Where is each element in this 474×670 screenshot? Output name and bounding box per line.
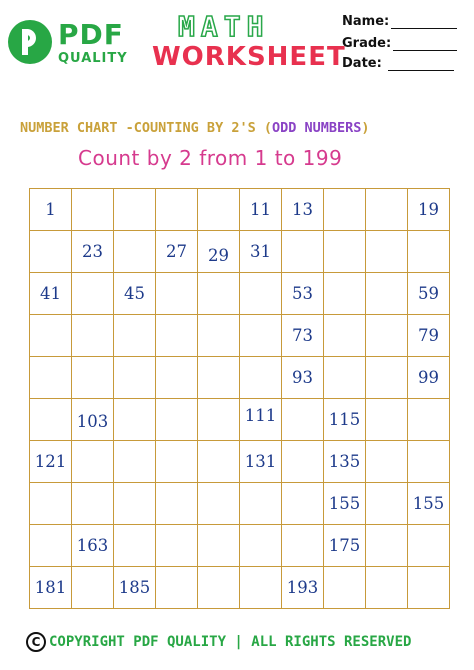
grid-cell-number: 155 — [412, 494, 445, 513]
grid-cell[interactable] — [156, 315, 198, 357]
subtitle-close: ) — [361, 120, 370, 136]
grade-field[interactable] — [342, 36, 457, 51]
grid-row — [30, 357, 450, 399]
grid-row — [30, 273, 450, 315]
grid-cell[interactable] — [282, 441, 324, 483]
grid-cell[interactable] — [366, 483, 408, 525]
grid-cell[interactable] — [114, 525, 156, 567]
grid-cell[interactable] — [72, 315, 114, 357]
grid-cell[interactable] — [408, 483, 450, 525]
grid-cell[interactable] — [282, 567, 324, 609]
grid-cell[interactable] — [30, 189, 72, 231]
grid-cell-number: 31 — [250, 242, 271, 261]
grid-cell[interactable] — [114, 399, 156, 441]
grid-cell[interactable] — [240, 441, 282, 483]
subtitle-main: NUMBER CHART -COUNTING BY 2'S ( — [20, 120, 272, 136]
grid-cell[interactable] — [408, 357, 450, 399]
grid-cell[interactable] — [366, 273, 408, 315]
grid-cell[interactable] — [366, 567, 408, 609]
grid-cell[interactable] — [282, 399, 324, 441]
grid-row — [30, 525, 450, 567]
grid-cell[interactable] — [198, 483, 240, 525]
grid-cell[interactable] — [324, 357, 366, 399]
grid-cell[interactable] — [240, 231, 282, 273]
grid-cell[interactable] — [324, 273, 366, 315]
grid-cell[interactable] — [30, 315, 72, 357]
grid-cell[interactable] — [156, 273, 198, 315]
grid-cell[interactable] — [156, 525, 198, 567]
title-math: MATH — [178, 10, 270, 43]
grid-cell[interactable] — [282, 231, 324, 273]
grid-cell-number: 73 — [292, 326, 313, 345]
grid-cell[interactable] — [366, 357, 408, 399]
grid-row — [30, 399, 450, 441]
grade-line[interactable] — [393, 36, 457, 51]
logo-quality-text: QUALITY — [58, 51, 128, 66]
grid-cell[interactable] — [156, 441, 198, 483]
grid-cell[interactable] — [408, 525, 450, 567]
grid-cell[interactable] — [72, 357, 114, 399]
grid-cell-number: 29 — [208, 246, 229, 265]
grid-cell[interactable] — [282, 273, 324, 315]
grid-cell[interactable] — [366, 189, 408, 231]
instruction-text: Count by 2 from 1 to 199 — [78, 146, 343, 170]
grid-cell[interactable] — [156, 357, 198, 399]
grid-cell-number: 181 — [34, 578, 67, 597]
grid-cell-number: 131 — [244, 452, 277, 471]
grid-cell[interactable] — [324, 525, 366, 567]
grid-row — [30, 231, 450, 273]
grid-cell[interactable] — [30, 231, 72, 273]
grid-cell-number: 11 — [250, 200, 271, 219]
grid-cell[interactable] — [72, 231, 114, 273]
grid-cell[interactable] — [198, 357, 240, 399]
grid-cell[interactable] — [156, 231, 198, 273]
grid-cell-number: 185 — [118, 578, 151, 597]
grid-cell[interactable] — [408, 189, 450, 231]
grid-cell[interactable] — [198, 441, 240, 483]
grid-cell[interactable] — [408, 231, 450, 273]
grid-cell[interactable] — [240, 567, 282, 609]
grid-cell-number: 23 — [82, 242, 103, 261]
title-worksheet: WORKSHEET — [152, 42, 346, 72]
name-label: Name: — [342, 14, 390, 29]
copyright-text: COPYRIGHT PDF QUALITY | ALL RIGHTS RESERVED — [49, 634, 412, 650]
grid-cell[interactable] — [324, 441, 366, 483]
grid-cell[interactable] — [114, 441, 156, 483]
grid-cell[interactable] — [240, 525, 282, 567]
grid-cell[interactable] — [72, 189, 114, 231]
grid-cell[interactable] — [408, 315, 450, 357]
grid-cell[interactable] — [366, 441, 408, 483]
grid-cell[interactable] — [408, 273, 450, 315]
grid-cell-number: 115 — [328, 410, 361, 429]
grid-cell[interactable] — [30, 441, 72, 483]
grid-cell[interactable] — [30, 483, 72, 525]
grid-cell[interactable] — [282, 525, 324, 567]
grid-cell[interactable] — [408, 441, 450, 483]
name-field[interactable] — [342, 14, 457, 29]
grid-cell-number: 99 — [418, 368, 439, 387]
grid-cell-number: 27 — [166, 242, 187, 261]
grid-cell-number: 1 — [45, 200, 56, 219]
date-field[interactable] — [342, 56, 454, 71]
grid-cell[interactable] — [408, 567, 450, 609]
grid-cell[interactable] — [366, 525, 408, 567]
grid-cell[interactable] — [72, 273, 114, 315]
copyright-icon: C — [26, 632, 46, 652]
grid-row — [30, 441, 450, 483]
grid-cell[interactable] — [240, 483, 282, 525]
number-chart-grid — [29, 188, 450, 609]
grid-cell[interactable] — [30, 525, 72, 567]
grid-cell[interactable] — [198, 567, 240, 609]
grid-cell[interactable] — [198, 231, 240, 273]
grid-cell[interactable] — [114, 315, 156, 357]
grid-row — [30, 567, 450, 609]
grid-cell[interactable] — [198, 189, 240, 231]
grid-cell-number: 193 — [286, 578, 319, 597]
grid-cell[interactable] — [156, 483, 198, 525]
grid-cell-number: 19 — [418, 200, 439, 219]
grid-cell[interactable] — [30, 567, 72, 609]
date-line[interactable] — [388, 56, 454, 71]
grid-cell[interactable] — [408, 399, 450, 441]
grid-cell[interactable] — [156, 567, 198, 609]
grid-cell-number: 121 — [34, 452, 67, 471]
grid-cell[interactable] — [324, 399, 366, 441]
grid-cell-number: 13 — [292, 200, 313, 219]
grid-cell-number: 135 — [328, 452, 361, 471]
grid-cell[interactable] — [324, 567, 366, 609]
grade-label: Grade: — [342, 36, 392, 51]
grid-cell[interactable] — [114, 357, 156, 399]
grid-cell[interactable] — [30, 273, 72, 315]
grid-cell-number: 163 — [76, 536, 109, 555]
grid-cell[interactable] — [366, 399, 408, 441]
grid-cell-number: 53 — [292, 284, 313, 303]
grid-cell[interactable] — [114, 231, 156, 273]
subtitle-odd-numbers: ODD NUMBERS — [271, 120, 362, 136]
grid-cell[interactable] — [198, 525, 240, 567]
grid-cell-number: 103 — [76, 412, 109, 431]
grid-cell-number: 79 — [418, 326, 439, 345]
copyright-footer — [26, 632, 411, 652]
grid-cell[interactable] — [72, 399, 114, 441]
grid-cell[interactable] — [72, 567, 114, 609]
grid-cell[interactable] — [114, 483, 156, 525]
grid-cell[interactable] — [114, 189, 156, 231]
grid-cell[interactable] — [282, 189, 324, 231]
logo-pdf-text: PDF — [58, 18, 124, 51]
grid-row — [30, 315, 450, 357]
grid-cell[interactable] — [366, 231, 408, 273]
grid-cell[interactable] — [72, 483, 114, 525]
grid-cell[interactable] — [198, 399, 240, 441]
grid-cell-number: 111 — [244, 406, 277, 425]
grid-row — [30, 483, 450, 525]
date-label: Date: — [342, 56, 382, 71]
grid-cell[interactable] — [282, 483, 324, 525]
pdf-quality-logo — [8, 20, 138, 70]
grid-cell[interactable] — [114, 273, 156, 315]
grid-cell[interactable] — [240, 399, 282, 441]
grid-cell[interactable] — [198, 315, 240, 357]
grid-cell[interactable] — [282, 315, 324, 357]
grid-cell[interactable] — [198, 273, 240, 315]
grid-cell[interactable] — [72, 441, 114, 483]
grid-cell[interactable] — [282, 357, 324, 399]
grid-cell[interactable] — [240, 189, 282, 231]
grid-cell[interactable] — [366, 315, 408, 357]
chart-subtitle — [20, 120, 370, 136]
grid-cell[interactable] — [240, 273, 282, 315]
grid-cell-number: 175 — [328, 536, 361, 555]
grid-cell[interactable] — [72, 525, 114, 567]
grid-cell[interactable] — [240, 315, 282, 357]
logo-p-icon — [8, 20, 52, 64]
grid-cell-number: 41 — [40, 284, 61, 303]
grid-cell-number: 59 — [418, 284, 439, 303]
grid-cell-number: 155 — [328, 494, 361, 513]
grid-cell[interactable] — [324, 231, 366, 273]
grid-cell[interactable] — [30, 399, 72, 441]
grid-cell[interactable] — [324, 315, 366, 357]
grid-cell[interactable] — [324, 189, 366, 231]
name-line[interactable] — [391, 14, 457, 29]
grid-cell[interactable] — [324, 483, 366, 525]
grid-cell[interactable] — [240, 357, 282, 399]
grid-cell-number: 45 — [124, 284, 145, 303]
grid-cell[interactable] — [30, 357, 72, 399]
grid-cell[interactable] — [114, 567, 156, 609]
grid-cell[interactable] — [156, 189, 198, 231]
grid-cell[interactable] — [156, 399, 198, 441]
grid-row — [30, 189, 450, 231]
grid-cell-number: 93 — [292, 368, 313, 387]
